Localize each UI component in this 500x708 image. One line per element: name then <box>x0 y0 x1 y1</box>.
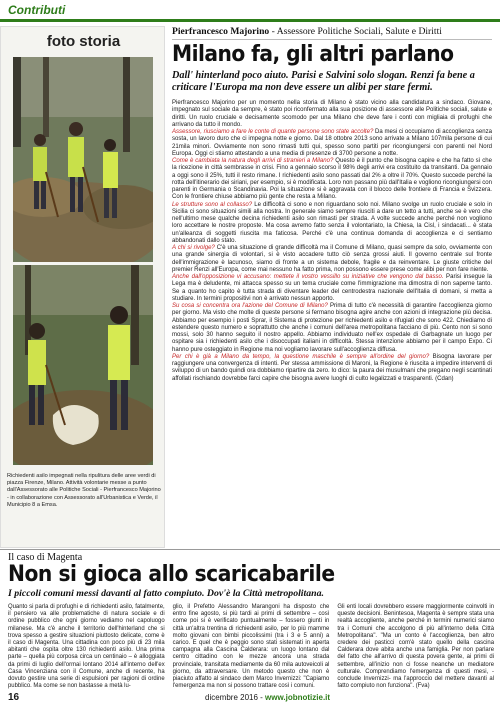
paragraph-text: Da mesi ci occupiamo di accoglienza senza sosta, un lavoro duro che ci impegna notte e giorno. Dal 18 ottobre 2013 sono arrivate a Milano 107mila persone di cui 21mila minori. Ovviamente non sono rimasti tutti qui, spesso sono partiti per ricongiungersi con parenti nel Nord Europa. Oggi ci stiamo attestando a una media di presenze di 3700 persone a notte. <box>172 129 492 157</box>
article-byline <box>172 26 492 40</box>
interview-question: Per chi è già a Milano da tempo, la questione maschile è sempre all'ordine del giorno? <box>172 353 430 360</box>
interview-question: Su cosa si concentra ora l'azione del Comune di Milano? <box>172 303 328 309</box>
article2-deck: I piccoli comuni messi davanti al fatto compiuto. Dov'è la Città metropolitana. <box>8 588 324 599</box>
paragraph-text: Parisi insegue la Lega ma è deludente, mi attacca spesso su un tema cruciale come l'immigrazione ma dimostra di non saperne tanto. Se a quanto ho capito è tutta strada di diventare leader del centrodestra nazionale dell'Italia di domani, si metta a studiare. In termini propositivi non è arrivato nessun apporto. <box>172 274 492 302</box>
article2-headline: Non si gioca allo scaricabarile <box>8 562 335 587</box>
article-divider <box>0 549 500 550</box>
footer-issue <box>205 693 330 702</box>
interview-question: Le strutture sono al collasso? <box>172 201 253 208</box>
footer-date: dicembre 2016 - <box>205 693 266 702</box>
section-rule <box>0 19 500 22</box>
paragraph <box>172 202 492 246</box>
paragraph-text: Prima di tutto c'è necessità di garantire l'accoglienza giorno per giorno. Ma visto che molte di queste persone si fermano bisogna agire anche con azioni di integrazione più decisa. Abbiamo per esempio i posti Sprar, il Sistema di protezione per richiedenti asilo e rifugiati che sono 422. Chiediamo di estendere questo numero e soprattutto che anche i comuni dell'area metropolitana facciano di più. Cento non si sono mossi, solo 30 hanno seguito il nostro appello. Abbiamo individuato nell'ex ospedale di Garbagnate un luogo per ospitare sia i richiedenti asilo che i disoccupati italiani in difficoltà. Stessa intenzione abbiamo per il campo Expo. Ci hanno pure osteggiato in Regione ma noi vogliamo lavorare sull'accoglienza diffusa. <box>172 303 492 353</box>
paragraph <box>172 354 492 383</box>
article2-column: Gli enti locali dovrebbero essere maggiormente coinvolti in queste decisioni. Benintesoa, Magenta è sempre stata una realtà accogliente, anche perché in termini numerici siamo tra i Comuni che accolgono di più all'interno della Città Metropolitana". "Ma un conto è l'accoglienza, ben altro credere dei pasticci com'è stato quello della cascina Calderara dove abita anche una famiglia. Per non parlare del fatto che all'arrivo di questa povera gente, ai primi di settembre, all'inizio non ci fosse neanche un mediatore culturale. Comprendiamo l'emergenza di questi mesi, -conclude Invernizzi- ma l'approccio del mettere davanti al fatto compiuto non funziona". (Fva) <box>337 604 495 690</box>
article2-column: glio, il Prefetto Alessandro Marangoni ha disposto che entro fine agosto, si più tardi ai primi di settembre – così come poi si è verificato puntualmente – fossero giunti in città un'altra trentina di richiedenti asilo, per lo più mamme molto giovani con bimbi piccolissimi (tra i 3 e 5 anni) a carico. E quel che è peggio sono stati sistemati in aperta campagna alla Cascina Calderara: un luogo lontano dal centro cittadino con le mezze ancora una strada provinciale, transitata mediamente da 60 mila autoveicoli al giorno, da attraversare. Un metodo questo che non è piaciuto affatto al sindaco dem Marco Invernizzi: "Capiamo l'emergenza ma non si possono trattare così i comuni. <box>172 604 330 690</box>
page-number: 16 <box>8 692 20 703</box>
paragraph-text: Le difficoltà ci sono e non riguardano solo noi. Milano svolge un ruolo cruciale e solo in Sicilia ci sono situazioni simili alla nostra. In generale siamo sempre riusciti a dare un tetto a tutti, anche se è vero che nell'ultimo mese qualche decina richiedenti asilo son rimasti per strada. A volte succede anche perché non vogliono loro accettare le nostre proposte. Ma cosa avremo fatto senza il volontariato, la Chiesa, la Cisl, i sindacati... è stata un'alleanza di soggetti riuscita ma faticosa. Perché c'è una continua domanda di accoglienza e ci sentiamo abbandonati dallo stato. <box>172 201 493 244</box>
article-deck: Dall' hinterland poco aiuto. Parisi e Salvini solo slogan. Renzi fa bene a criticare l'Europa ma non deve essere un alibi per stare fermi. <box>172 70 475 93</box>
paragraph-text: C'è una situazione di grande difficoltà ma il Comune di Milano, quasi sempre da solo, ovviamente con una grande sinergia di volontari, si è visto accadere tutto ciò senza grossi aiuti. Il governo centrale sul fronte dell'immigrazione è lacunoso, siamo di fronte a un sistema debole, fragile e da reinventare. Le giuste critiche del premier Renzi all'Europa, come mai nessuno ha fatto prima, non possono essere prese come alibi per non fare niente. <box>172 245 493 273</box>
article-magenta <box>8 552 494 690</box>
interview-question: Come è cambiata la natura degli arrivi di stranieri a Milano? <box>172 158 334 164</box>
paragraph-text: Pierfrancesco Majorino per un momento nella storia di Milano è stato vicino alla candidatura a sindaco. Giovane, impegnato sul sociale da sempre, è stato poi riconfermato alla sua posizione di assessore alle Politiche sociali, salute e diritti. Un ruolo cruciale e decisamente scomodo per una Milano che deve fare i conti con migliaia di profughi che arrivano da tutto il mondo. <box>172 100 492 128</box>
article2-column: Quanto si parla di profughi e di richiedenti asilo, fatalmente, il pensiero va alle problematiche di natura sociale e di ordine pubblico che ogni giorno vediamo nel capoluogo milanese. Ma c'è anche il territorio dell'hinterland che si trova spesso a gestire situazioni piuttosto delicate, come è il caso di Magenta. Una cittadina con poco più di 23 mila abitanti che ospita oltre 130 richiedenti asilo. Una prima parte – quella più corposa circa un centinaio – è alloggiata da primi di luglio dell'ormai lontano 2014 all'interno dell'ex Casa Vincenziana con il Comune, anche di recente, ha dovuto gestire una serie di espulsioni per ragioni di ordine pubblico. Ma come se non bastasse a metà lu- <box>8 604 165 690</box>
article-headline: Milano fa, gli altri parlano <box>172 42 454 67</box>
article2-kicker: Il caso di Magenta <box>8 552 83 563</box>
section-label: Contributi <box>8 3 66 17</box>
photo-box-title: foto storia <box>46 33 121 50</box>
byline-role: - Assessore Politiche Sociali, Salute e Diritti <box>269 26 442 37</box>
footer-website-link[interactable]: www.jobnotizie.it <box>265 693 331 702</box>
paragraph <box>172 303 492 354</box>
photo-box <box>0 26 165 548</box>
paragraph-text: Bisogna lavorare per raggiungere una convergenza di intenti. Per stessa ammissione di Maroni, la Regione è riuscita a impedire interventi di sviluppo di un bando quindi ora dobbiamo ripartire da zero. Io dico: la paura dei musulmani che pregano negli scantinati affollati rischiando dovrebbe farci capire che bisogna avere luoghi di culto legalizzati e trasparenti. (Cdan) <box>172 353 493 382</box>
paragraph-text: Questo è il punto che bisogna capire e che ha fatto sì che la ricezione in città sembrasse in crisi. Fino a gennaio scorso il 98% degli arrivi era costituito da transitanti. Da gennaio a oggi sono il 25%, tutti il resto rimane. I richiedenti asilo sono passati dal 2% a oltre il 70%. Questo succede perché la rotta dell'itinerario dei siriani, per esempio, si è modificata. Loro non passano più dall'Italia e vogliono ricongiungersi con parenti in Germania o Scandinavia. Poi la situazione si è aggravata con il blocco delle frontiere di Francia e Svizzera. Con le frontiere chiuse abbiamo più gente che resta a Milano. <box>172 158 492 201</box>
section-header <box>0 0 500 22</box>
article-body <box>172 100 492 383</box>
article2-columns <box>8 604 494 690</box>
paragraph <box>172 274 492 303</box>
volunteers-photo-bottom <box>13 265 153 465</box>
paragraph <box>172 100 492 129</box>
interview-question: Anche dall'opposizione vi accusano: mettete il vostro vessillo su iniziative che vengono dal basso. <box>172 274 444 280</box>
article-majorino <box>172 26 492 383</box>
paragraph <box>172 129 492 158</box>
byline-name: Pierfrancesco Majorino <box>172 26 270 37</box>
volunteers-photo-top <box>13 57 153 262</box>
page-footer <box>0 688 500 708</box>
interview-question: Assessore, riusciamo a fare le conte di quante persone sono state accolte? <box>172 129 374 135</box>
paragraph <box>172 245 492 274</box>
interview-question: A chi si rivolge? <box>172 245 215 251</box>
paragraph <box>172 158 492 202</box>
photo-caption: Richiedenti asilo impegnati nella ripulitura delle aree verdi di piazza Firenze, Milano. Attività volontarie messe a punto dall'Assessorato alle Politiche Sociali - Pierfrancesco Majorino - in collaborazione con Assessorato all'Urbanistica e Verde, il Municipio 8 a Emsa. <box>7 473 161 508</box>
